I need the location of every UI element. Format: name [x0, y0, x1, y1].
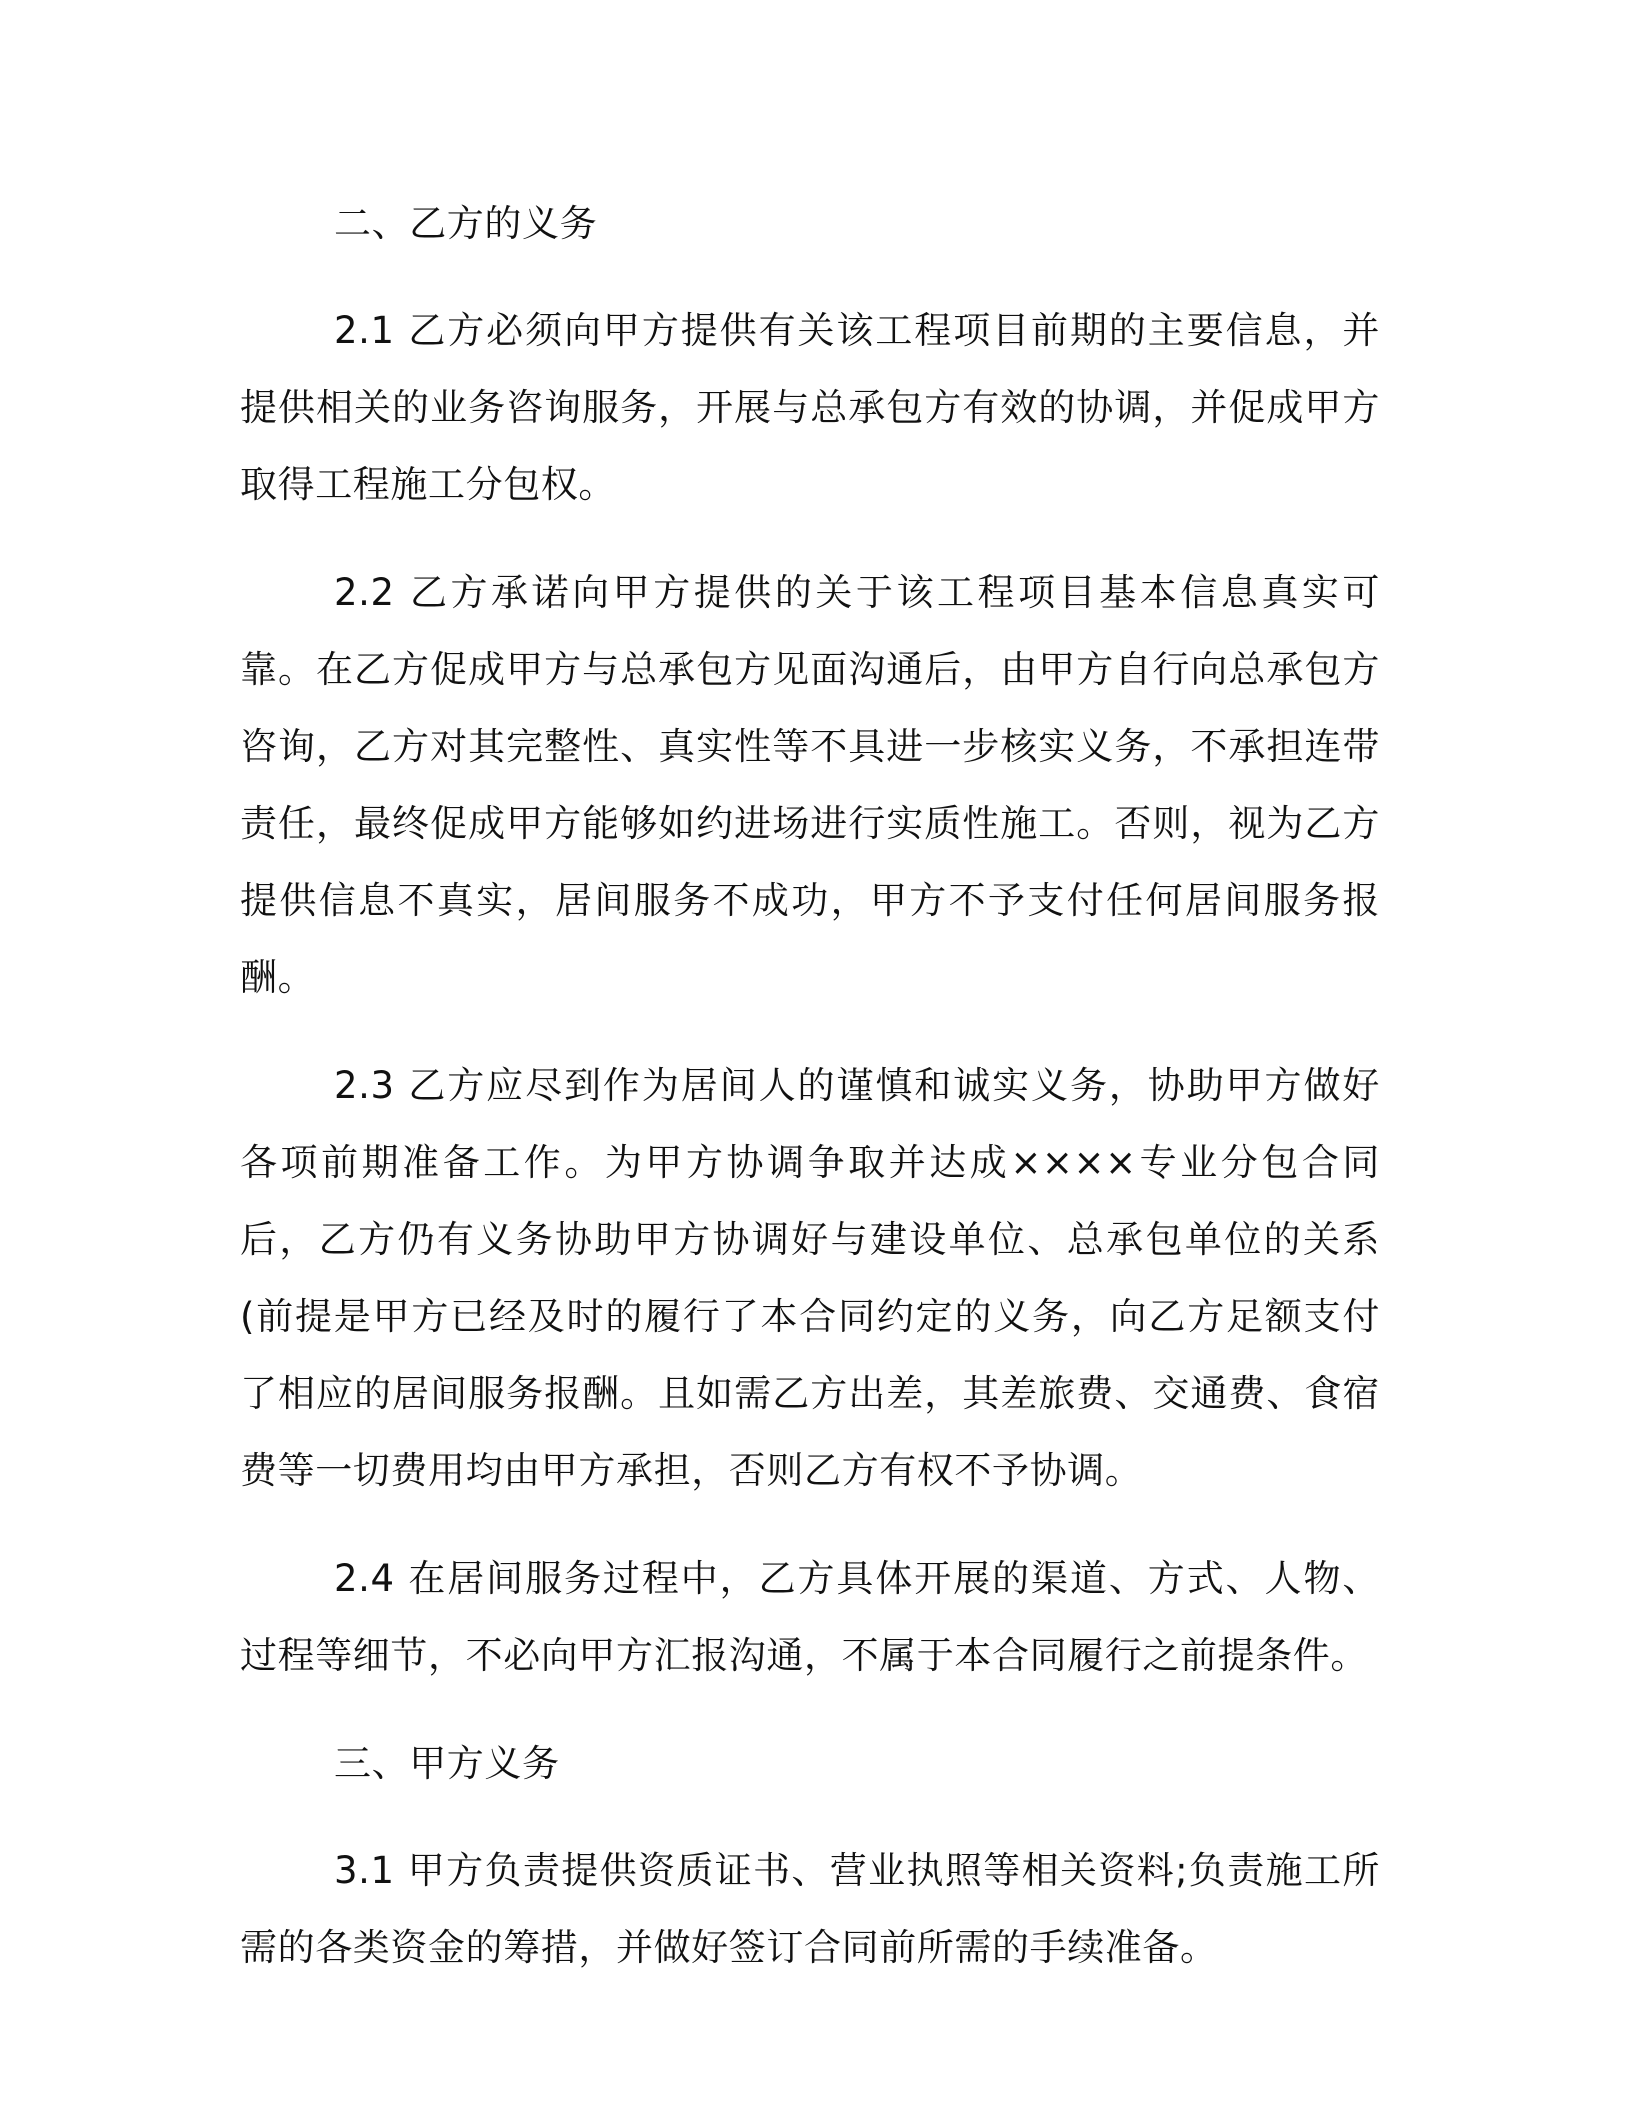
section-heading-party-a-obligations: 三、甲方义务: [334, 1742, 560, 1785]
section-heading-party-b-obligations: 二、乙方的义务: [334, 202, 598, 245]
clause-2-1: 2.1 乙方必须向甲方提供有关该工程项目前期的主要信息，并提供相关的业务咨询服务，开展与总承包方有效的协调，并促成甲方取得工程施工分包权。: [240, 309, 1380, 506]
clause-3-1: 3.1 甲方负责提供资质证书、营业执照等相关资料;负责施工所需的各类资金的筹措，并做好签订合同前所需的手续准备。: [240, 1849, 1380, 1969]
clause-2-2: 2.2 乙方承诺向甲方提供的关于该工程项目基本信息真实可靠。在乙方促成甲方与总承包方见面沟通后，由甲方自行向总承包方咨询，乙方对其完整性、真实性等不具进一步核实义务，不承担连带责任，最终促成甲方能够如约进场进行实质性施工。否则，视为乙方提供信息不真实，居间服务不成功，甲方不予支付任何居间服务报酬。: [240, 571, 1380, 999]
clause-2-3: 2.3 乙方应尽到作为居间人的谨慎和诚实义务，协助甲方做好各项前期准备工作。为甲方协调争取并达成××××专业分包合同后，乙方仍有义务协助甲方协调好与建设单位、总承包单位的关系(前提是甲方已经及时的履行了本合同约定的义务，向乙方足额支付了相应的居间服务报酬。且如需乙方出差，其差旅费、交通费、食宿费等一切费用均由甲方承担，否则乙方有权不予协调。: [240, 1064, 1380, 1492]
clause-2-4: 2.4 在居间服务过程中，乙方具体开展的渠道、方式、人物、过程等细节，不必向甲方汇报沟通，不属于本合同履行之前提条件。: [240, 1557, 1380, 1677]
document-page: [240, 185, 1380, 2017]
